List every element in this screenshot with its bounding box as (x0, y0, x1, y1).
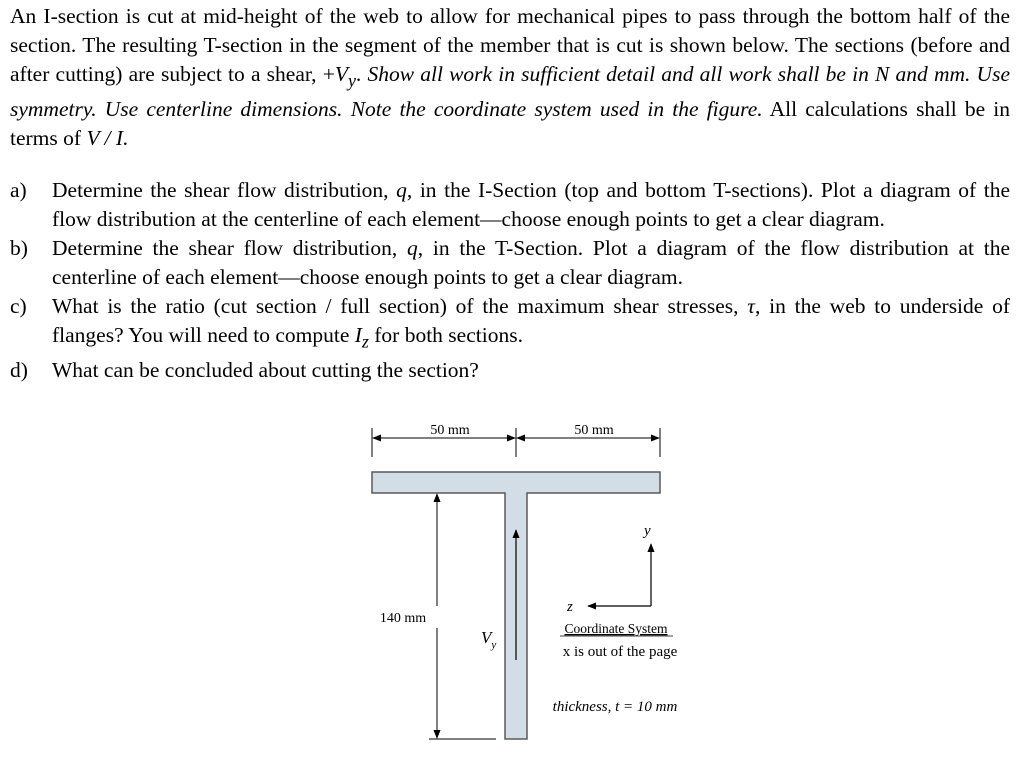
question-label: d) (10, 358, 28, 383)
width-dimension (372, 423, 660, 457)
coord-title: Coordinate System (564, 621, 668, 636)
intro-instructions: Show all work in sufficient detail and all work shall be in N and mm. Use symmetry. Use centerline dimensions. Note the coordinate system used in the figure. (10, 62, 1010, 122)
shear-label: $V_y$ (481, 628, 497, 651)
tau-symbol: τ (747, 294, 755, 318)
iz-symbol: I (354, 323, 362, 347)
question-d: d) What can be concluded about cutting the section? (10, 356, 1010, 385)
question-label: b) (10, 236, 28, 260)
v-over-i: V / I. (86, 126, 129, 151)
question-label: a) (10, 178, 27, 202)
height-dimension (380, 494, 496, 739)
question-a: a) Determine the shear flow distribution, q, in the I-Section (top and bottom T-sections). Plot a diagram of the flow distribution at the centerline of each element—choose enough points to get a clear diagram. (10, 178, 1010, 231)
q-symbol: q (407, 236, 418, 260)
intro-text-3: All calculations shall be in terms of (10, 97, 1010, 151)
shear-subscript: y (347, 70, 356, 91)
coord-note: x is out of the page (562, 644, 678, 660)
dim-right-label: 50 mm (574, 423, 614, 438)
coordinate-system (560, 523, 678, 660)
y-axis-label: y (644, 523, 651, 539)
q-symbol: q (396, 178, 407, 202)
dim-left-label: 50 mm (430, 423, 470, 438)
question-c: c) What is the ratio (cut section / full section) of the maximum shear stresses, τ, in the web to underside of flanges? You will need to compute $I_z$ for both sections. (10, 294, 1010, 352)
question-b: b) Determine the shear flow distribution, q, in the T-Section. Plot a diagram of the flow distribution at the centerline of each element—choose enough points to get a clear diagram. (10, 236, 1010, 289)
z-axis-label: z (567, 599, 573, 615)
intro-text-2: . (355, 62, 368, 86)
thickness-note: thickness, t = 10 mm (552, 699, 678, 715)
dim-height-label: 140 mm (379, 611, 427, 626)
shear-symbol: V (334, 62, 348, 86)
intro-text-1: An I-section is cut at mid-height of the web to allow for mechanical pipes to pass through the bottom half of the section. The resulting T-section in the segment of the member that is cut is shown below. The sections (before and after cutting) are subject to a shear, + (10, 4, 1010, 86)
question-label: c) (10, 294, 27, 318)
